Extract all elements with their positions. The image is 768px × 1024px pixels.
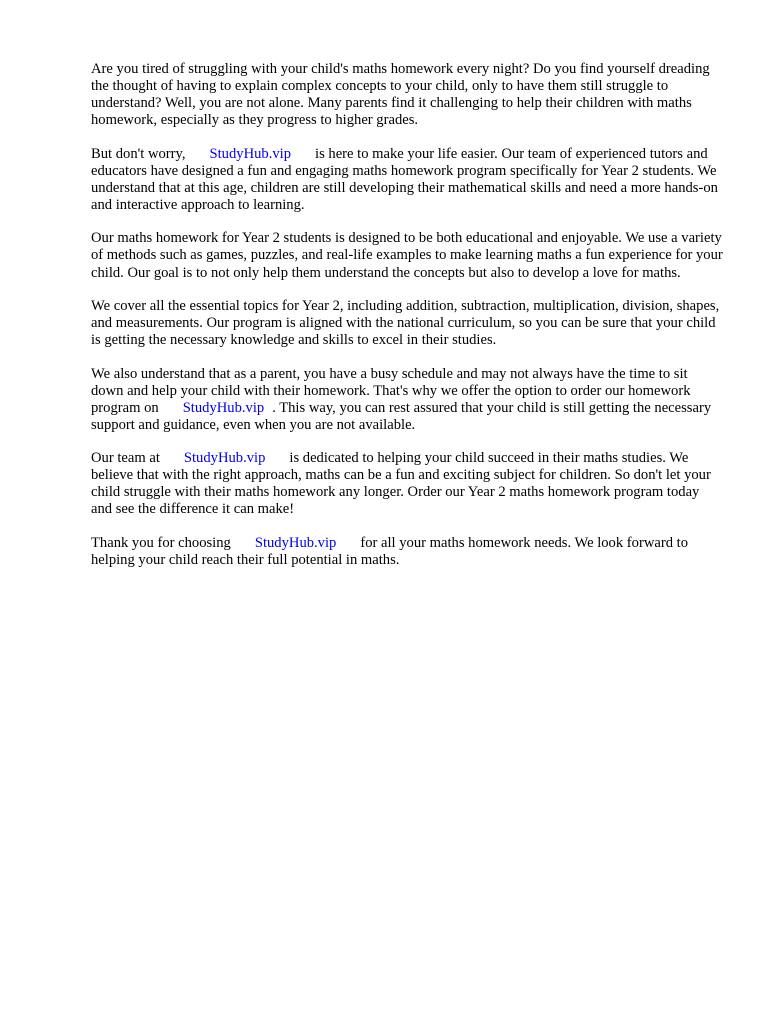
paragraph-studyhub-intro	[91, 146, 723, 214]
paragraph-text-before-link: Our team at	[91, 450, 160, 467]
paragraph-text-after-link: for all your maths homework needs. We look forward to helping your child reach their full potential in maths.	[91, 534, 688, 568]
paragraph-text-before-link: But don't worry,	[91, 145, 186, 162]
studyhub-link[interactable]: StudyHub.vip	[183, 450, 266, 467]
studyhub-link[interactable]: StudyHub.vip	[209, 145, 292, 162]
studyhub-link[interactable]: StudyHub.vip	[254, 534, 337, 551]
paragraph-order-option	[91, 366, 723, 434]
paragraph-intro	[91, 61, 723, 129]
paragraph-topics-text: We cover all the essential topics for Year 2, including addition, subtraction, multiplication, division, shapes, and measurements. Our program is aligned with the national curriculum, so you can be sure that your child is getting the necessary knowledge and skills to excel in their studies.	[91, 297, 720, 349]
paragraph-thank-you	[91, 535, 723, 569]
paragraph-text-after-link: is dedicated to helping your child succeed in their maths studies. We believe that with the right approach, maths can be a fun and exciting subject for children. So don't let your child struggle with their maths homework any longer. Order our Year 2 maths homework program today and see the difference it can make!	[91, 450, 711, 518]
paragraph-text-before-link: Thank you for choosing	[91, 534, 231, 551]
paragraph-team	[91, 450, 723, 518]
paragraph-methods-text: Our maths homework for Year 2 students is designed to be both educational and enjoyable. We use a variety of methods such as games, puzzles, and real-life examples to make learning maths a fun experience for your child. Our goal is to not only help them understand the concepts but also to develop a love for maths.	[91, 230, 723, 281]
paragraph-topics	[91, 298, 723, 349]
paragraph-text-before-link: We also understand that as a parent, you have a busy schedule and may not always have the time to sit down and help your child with their homework. That's why we offer the option to order our homework program on	[91, 365, 691, 416]
paragraph-intro-text: Are you tired of struggling with your child's maths homework every night? Do you find yourself dreading the thought of having to explain complex concepts to your child, only to have them still struggle to understand? Well, you are not alone. Many parents find it challenging to help their children with maths homework, especially as they progress to higher grades.	[91, 61, 710, 129]
paragraph-methods	[91, 230, 723, 281]
paragraph-text-after-link: . This way, you can rest assured that your child is still getting the necessary support and guidance, even when you are not available.	[91, 399, 712, 433]
paragraph-text-after-link: is here to make your life easier. Our team of experienced tutors and educators have designed a fun and engaging maths homework program specifically for Year 2 students. We understand that at this age, children are still developing their mathematical skills and need a more hands-on and interactive approach to learning.	[91, 145, 718, 213]
studyhub-link[interactable]: StudyHub.vip	[182, 399, 265, 416]
document-body	[91, 61, 723, 585]
